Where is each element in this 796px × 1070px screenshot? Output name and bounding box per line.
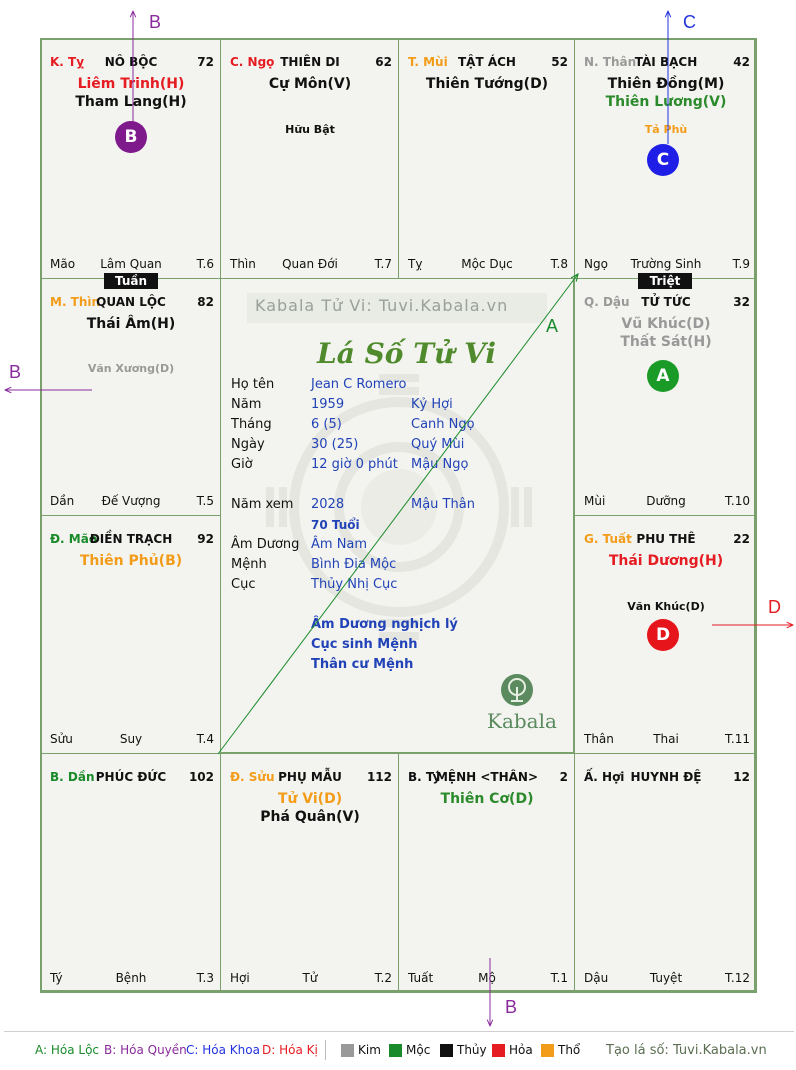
legend-moc: Mộc xyxy=(406,1043,431,1057)
footer-phase: Thai xyxy=(653,732,679,746)
palace-can-chi: N. Thân xyxy=(584,55,637,69)
footer-cycle: T.7 xyxy=(374,257,392,271)
footer-cycle: T.10 xyxy=(725,494,750,508)
info-value-canchi: Canh Ngọ xyxy=(411,417,475,432)
info-value: 12 giờ 0 phút xyxy=(311,457,398,472)
palace-name: TỬ TỨC xyxy=(641,295,691,309)
info-value: 2028 xyxy=(311,497,345,512)
palace-name: MỆNH <THÂN> xyxy=(435,770,539,784)
footer-chi: Thân xyxy=(584,732,614,746)
footer-phase: Trường Sinh xyxy=(630,257,702,271)
arrow-label-right-d: D xyxy=(768,597,781,617)
info-label: Năm xyxy=(231,397,262,412)
palace-number: 42 xyxy=(733,55,750,69)
footer-phase: Dưỡng xyxy=(646,494,686,508)
arrow-label-bottom-b: B xyxy=(505,997,518,1017)
palace-can-chi: Đ. Sửu xyxy=(230,770,275,784)
arrow-diagonal-a xyxy=(218,274,578,754)
footer-chi: Hợi xyxy=(230,971,250,985)
legend-thuy: Thủy xyxy=(457,1043,487,1057)
arrow-label-left-b: B xyxy=(9,362,22,382)
marker-c: C xyxy=(647,144,679,176)
info-note: Thân cư Mệnh xyxy=(311,657,414,672)
palace-number: 12 xyxy=(733,770,750,784)
footer-chi: Dần xyxy=(50,494,75,508)
main-star: Thiên Tướng(D) xyxy=(425,76,549,92)
main-star: Thiên Cơ(D) xyxy=(440,791,534,807)
palace-number: 52 xyxy=(551,55,568,69)
info-label: Mệnh xyxy=(231,557,267,572)
info-age: 70 Tuổi xyxy=(311,518,360,532)
info-label: Cục xyxy=(231,577,256,592)
footer-phase: Tuyệt xyxy=(649,971,683,985)
palace-can-chi: B. Tý xyxy=(408,770,441,784)
info-note: Cục sinh Mệnh xyxy=(311,637,418,652)
footer-cycle: T.11 xyxy=(725,732,750,746)
palace-name: PHÚC ĐỨC xyxy=(95,770,167,784)
palace-can-chi: K. Tỵ xyxy=(50,55,85,69)
footer-phase: Mộc Dục xyxy=(461,257,513,271)
arrow-label-top-b: B xyxy=(149,12,162,32)
triet-badge: Triệt xyxy=(638,273,692,289)
palace-number: 112 xyxy=(366,770,392,784)
palace-number: 62 xyxy=(375,55,392,69)
info-value: 30 (25) xyxy=(311,437,359,452)
swatch-hoa xyxy=(492,1044,505,1057)
info-label: Âm Dương xyxy=(231,537,300,552)
main-star: Thất Sát(H) xyxy=(620,334,712,350)
info-note: Âm Dương nghịch lý xyxy=(311,617,458,632)
palace-can-chi: B. Dần xyxy=(50,770,95,784)
palace-name: TẬT ÁCH xyxy=(458,55,516,69)
watermark-text: Kabala Tử Vi: Tuvi.Kabala.vn xyxy=(255,296,509,315)
swatch-moc xyxy=(389,1044,402,1057)
main-star: Liêm Trinh(H) xyxy=(77,76,185,92)
footer-cycle: T.3 xyxy=(196,971,214,985)
footer-chi: Mão xyxy=(50,257,76,271)
main-star: Vũ Khúc(D) xyxy=(621,316,711,332)
main-star: Thiên Lương(V) xyxy=(605,94,727,110)
arrow-label-diagonal-a: A xyxy=(546,316,559,336)
info-label: Họ tên xyxy=(231,377,275,392)
footer-chi: Thìn xyxy=(230,257,256,271)
info-value: Âm Nam xyxy=(311,537,368,552)
footer-chi: Dậu xyxy=(584,971,609,985)
footer-cycle: T.2 xyxy=(374,971,392,985)
palace-number: 92 xyxy=(197,532,214,546)
footer-phase: Đế Vượng xyxy=(101,494,161,508)
footer-chi: Sửu xyxy=(50,732,73,746)
main-star: Thiên Đồng(M) xyxy=(607,76,725,92)
palace-name: NÔ BỘC xyxy=(104,55,158,69)
main-star: Thái Dương(H) xyxy=(608,553,724,569)
palace-can-chi: T. Mùi xyxy=(408,55,448,69)
palace-number: 22 xyxy=(733,532,750,546)
palace-number: 102 xyxy=(188,770,214,784)
footer-cycle: T.12 xyxy=(725,971,750,985)
info-label: Năm xem xyxy=(231,497,294,512)
palace-number: 32 xyxy=(733,295,750,309)
legend-hoa-quyen: B: Hóa Quyền xyxy=(104,1043,187,1057)
palace-number: 72 xyxy=(197,55,214,69)
footer-cycle: T.1 xyxy=(550,971,568,985)
palace-can-chi: M. Thìn xyxy=(50,295,101,309)
arrow-label-top-c: C xyxy=(683,12,696,32)
footer-phase: Suy xyxy=(119,732,143,746)
legend-divider xyxy=(4,1031,794,1032)
footer-phase: Tử xyxy=(302,971,318,985)
footer-chi: Ngọ xyxy=(584,257,608,271)
legend-site: Tạo lá số: Tuvi.Kabala.vn xyxy=(606,1043,767,1058)
info-value-canchi: Quý Mùi xyxy=(411,437,465,452)
palace-name: HUYNH ĐỆ xyxy=(630,770,702,784)
legend-hoa-loc: A: Hóa Lộc xyxy=(35,1043,100,1057)
marker-a: A xyxy=(647,360,679,392)
main-star: Thái Âm(H) xyxy=(86,316,176,332)
palace-name: ĐIỀN TRẠCH xyxy=(89,532,173,546)
main-star: Thiên Phủ(B) xyxy=(79,553,183,569)
footer-phase: Bệnh xyxy=(115,971,147,985)
footer-cycle: T.8 xyxy=(550,257,568,271)
minor-star: Tả Phù xyxy=(644,123,688,136)
legend-hoa-ki: D: Hóa Kị xyxy=(262,1043,318,1057)
palace-name: PHỤ MẪU xyxy=(278,770,342,784)
palace-can-chi: C. Ngọ xyxy=(230,55,275,69)
legend-tho: Thổ xyxy=(558,1043,581,1057)
minor-star: Văn Khúc(D) xyxy=(627,600,705,613)
main-star: Phá Quân(V) xyxy=(260,809,360,825)
main-star: Tử Vi(D) xyxy=(277,791,343,807)
info-value: Bình Địa Mộc xyxy=(311,557,397,572)
info-value: 6 (5) xyxy=(311,417,342,432)
footer-chi: Tuất xyxy=(408,971,434,985)
palace-number: 82 xyxy=(197,295,214,309)
footer-cycle: T.9 xyxy=(732,257,750,271)
swatch-thuy xyxy=(440,1044,453,1057)
footer-chi: Tý xyxy=(50,971,63,985)
info-label: Tháng xyxy=(231,417,272,432)
swatch-kim xyxy=(341,1044,354,1057)
palace-name: PHU THÊ xyxy=(636,532,696,546)
palace-name: TÀI BẠCH xyxy=(634,55,698,69)
marker-d: D xyxy=(647,619,679,651)
marker-b: B xyxy=(115,121,147,153)
info-label: Ngày xyxy=(231,437,265,452)
info-value: Jean C Romero xyxy=(311,377,407,392)
info-value-canchi: Kỷ Hợi xyxy=(411,397,453,412)
palace-name: THIÊN DI xyxy=(280,55,340,69)
footer-phase: Lâm Quan xyxy=(100,257,162,271)
palace-can-chi: Ấ. Hợi xyxy=(584,770,625,784)
tuan-badge: Tuần xyxy=(104,273,158,289)
kabala-brand: Kabala xyxy=(487,709,557,733)
legend-hoa-khoa: C: Hóa Khoa xyxy=(186,1043,260,1057)
minor-star: Văn Xương(D) xyxy=(87,362,175,375)
footer-cycle: T.4 xyxy=(196,732,214,746)
info-value-canchi: Mậu Thân xyxy=(411,497,475,512)
info-label: Giờ xyxy=(231,457,253,472)
footer-phase: Quan Đới xyxy=(282,257,338,271)
footer-chi: Tỵ xyxy=(408,257,423,271)
palace-name: QUAN LỘC xyxy=(96,295,166,309)
main-star: Cự Môn(V) xyxy=(268,76,352,92)
chart-title: Lá Số Tử Vi xyxy=(317,337,497,370)
main-star: Tham Lang(H) xyxy=(75,94,187,110)
legend-separator xyxy=(325,1040,326,1060)
info-value: 1959 xyxy=(311,397,345,412)
swatch-tho xyxy=(541,1044,554,1057)
palace-can-chi: Q. Dậu xyxy=(584,295,630,309)
footer-chi: Mùi xyxy=(584,494,606,508)
legend-hoa: Hỏa xyxy=(509,1043,533,1057)
palace-number: 2 xyxy=(559,770,568,784)
footer-phase: Mộ xyxy=(478,971,496,985)
info-value: Thủy Nhị Cục xyxy=(311,577,398,592)
footer-cycle: T.5 xyxy=(196,494,214,508)
info-value-canchi: Mậu Ngọ xyxy=(411,457,469,472)
legend-kim: Kim xyxy=(358,1043,381,1057)
palace-can-chi: G. Tuất xyxy=(584,532,632,546)
footer-cycle: T.6 xyxy=(196,257,214,271)
palace-can-chi: Đ. Mão xyxy=(50,532,98,546)
minor-star: Hữu Bật xyxy=(285,123,335,136)
